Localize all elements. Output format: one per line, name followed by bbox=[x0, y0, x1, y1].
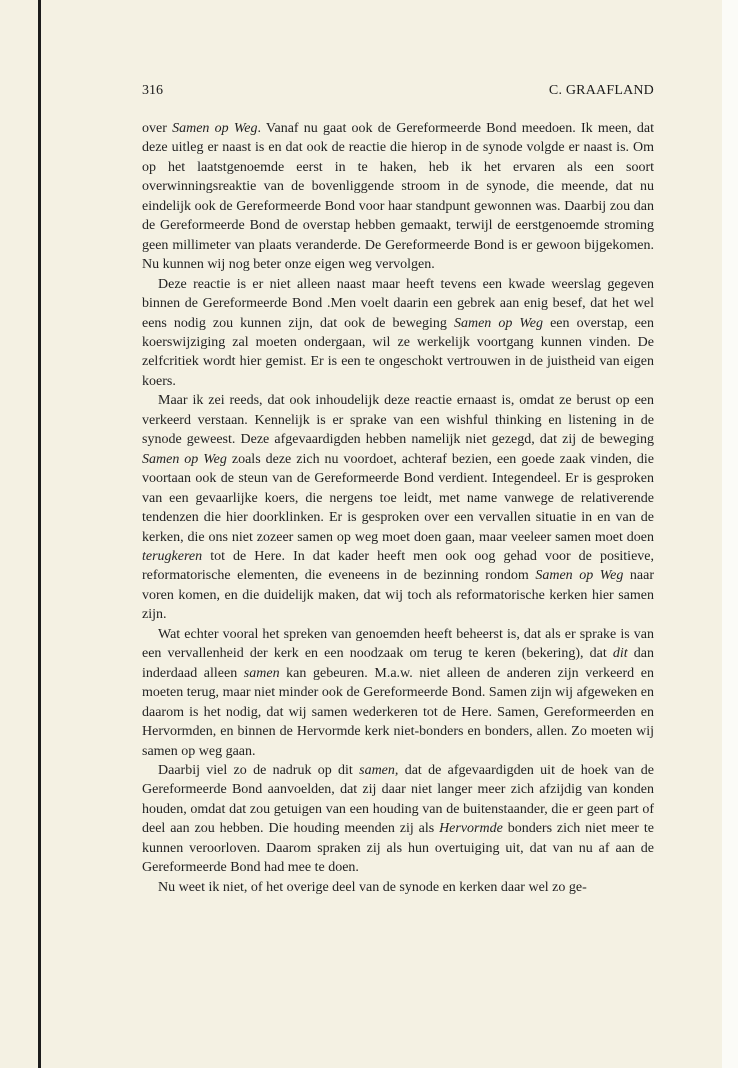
running-header bbox=[142, 83, 654, 103]
page-number: 316 bbox=[142, 83, 163, 98]
scan-edge-right bbox=[722, 0, 738, 1068]
paragraph-2: Deze reactie is er niet alleen naast maar heeft tevens een kwade weerslag gegeven binnen de Gereformeerde Bond .Men voelt daarin een gebrek aan enig besef, dat het wel eens nodig zou kunnen zijn, dat ook de beweging Samen op Weg een overstap, een koerswijziging zal moeten ondergaan, wil ze werkelijk voortgang kunnen vinden. De zelfcritiek wordt hier gemist. Er is een te ongeschokt vertrouwen in de juistheid van eigen koers. bbox=[142, 276, 654, 389]
paragraph-3: Maar ik zei reeds, dat ook inhoudelijk deze reactie ernaast is, omdat ze berust op een verkeerd verstaan. Kennelijk is er sprake van een wishful thinking en listening in de synode geweest. Deze afgevaardigden hebben namelijk niet gezegd, dat zij de beweging Samen op Weg zoals deze zich nu voordoet, achteraf bezien, een goede zaak vinden, die voortaan ook de steun van de Gereformeerde Bond verdient. Integendeel. Er is gesproken van een gevaarlijke koers, die nergens toe leidt, met name vanwege de relativerende tendenzen die hier doorklinken. Er is gesproken over een vervallen situatie in en van de kerken, die ons niet zozeer samen op weg moet doen gaan, maar veeleer samen moet doen terugkeren tot de Here. In dat kader heeft men ook oog gehad voor de positieve, reformatorische elementen, die eveneens in de bezinning rondom Samen op Weg naar voren komen, en die duidelijk maken, dat wij toch als reformatorische kerken hier samen zijn. bbox=[142, 393, 655, 623]
paragraph-5: Daarbij viel zo de nadruk op dit samen, dat de afgevaardigden uit de hoek van de Gereformeerde Bond aanvoelden, dat zij daar niet langer meer zich afzijdig van konden houden, omdat dat zou getuigen van een houding van de buitenstaander, die er geen part of deel aan zou hebben. Die houding meenden zij als Hervormde bonders zich niet meer te kunnen veroorloven. Daarom spraken zij als hun overtuiging uit, dat van nu af aan de Gereformeerde Bond had mee te doen. bbox=[142, 762, 654, 876]
paragraph-1: over Samen op Weg. Vanaf nu gaat ook de Gereformeerde Bond meedoen. Ik meen, dat deze uitleg er naast is en dat ook de reactie die hierop in de synode volgde er naast is. Om op het laatstgenoemde eerst in te haken, heb ik het ervaren als een soort overwinningsreaktie van de bovenliggende stroom in de synode, die meende, dat nu eindelijk ook de Gereformeerde Bond voor haar standpunt gewonnen was. Daarbij zou dan de Gereformeerde Bond de overstap hebben gemaakt, terwijl de eerstgenoemde stroming geen millimeter van plaats veranderde. De Gereformeerde Bond is er gewoon bijgekomen. Nu kunnen wij nog beter onze eigen weg vervolgen. bbox=[142, 121, 654, 273]
paragraph-6: Nu weet ik niet, of het overige deel van de synode en kerken daar wel zo ge- bbox=[158, 879, 587, 895]
scan-edge-left bbox=[38, 0, 41, 1068]
running-author: C. GRAAFLAND bbox=[548, 83, 654, 98]
body-text bbox=[142, 119, 654, 897]
paragraph-4: Wat echter vooral het spreken van genoemden heeft beheerst is, dat als er sprake is van een vervallenheid der kerk en een noodzaak om terug te keren (bekering), dat dit dan inderdaad alleen samen kan gebeuren. M.a.w. niet alleen de anderen zijn verkeerd en moeten terug, maar niet minder ook de Gereformeerde Bond. Samen zijn wij afgeweken en daarom is het nodig, dat wij samen wederkeren tot de Here. Samen, Gereformeerden en Hervormden, en binnen de Hervormde kerk niet-bonders en bonders, allen. Zo moeten wij samen op weg gaan. bbox=[142, 626, 654, 759]
